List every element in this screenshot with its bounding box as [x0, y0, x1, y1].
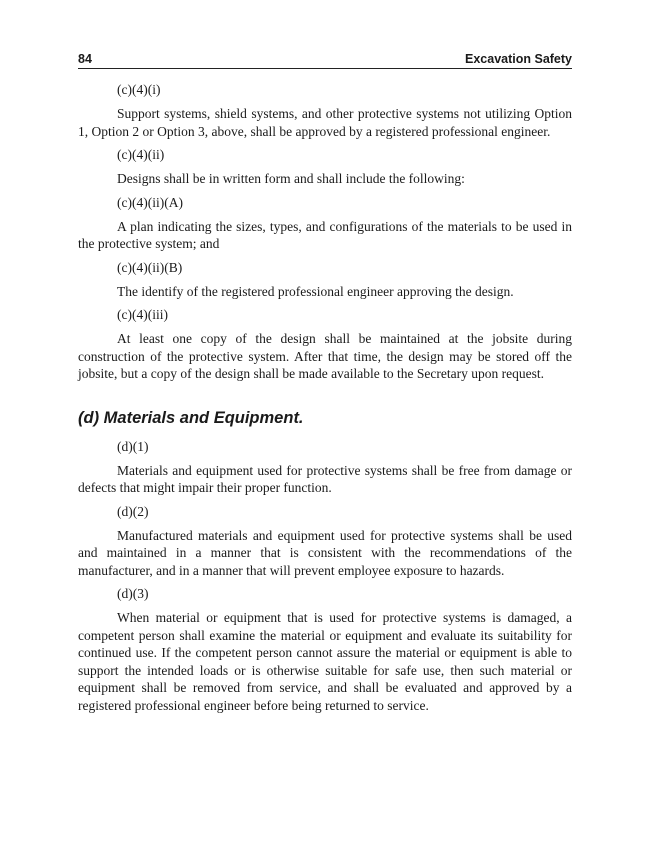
page-content [78, 69, 572, 714]
running-title: Excavation Safety [465, 52, 572, 66]
section-label-c4i: (c)(4)(i) [117, 82, 161, 97]
section-heading-d: (d) Materials and Equipment. [78, 408, 304, 427]
section-label-d1: (d)(1) [117, 438, 149, 454]
section-label-d2: (d)(2) [117, 503, 149, 519]
paragraph-c4ii: Designs shall be in written form and shall include the following: [117, 171, 465, 186]
page-number: 84 [78, 52, 92, 66]
section-label-d3: (d)(3) [117, 586, 149, 601]
paragraph-c4iii: At least one copy of the design shall be maintained at the jobsite during construction of the protective system. After that time, the design may be stored off the jobsite, but a copy of the design shall be made available to the Secretary upon request. [78, 331, 572, 381]
paragraph-c4iiB: The identify of the registered professional engineer approving the design. [117, 283, 514, 299]
running-header [78, 52, 572, 69]
paragraph-d1: Materials and equipment used for protective systems shall be free from damage or defects that might impair their proper function. [78, 462, 572, 495]
paragraph-d3: When material or equipment that is used for protective systems is damaged, a competent person shall examine the material or equipment and evaluate its suitability for continued use. If the competent person cannot assure the material or equipment is able to support the intended loads or is otherwise suitable for safe use, then such material or equipment shall be removed from service, and shall be evaluated and approved by a registered professional engineer before being returned to service. [78, 610, 572, 713]
section-label-c4iii: (c)(4)(iii) [117, 307, 168, 322]
section-label-c4ii: (c)(4)(ii) [117, 147, 165, 162]
section-label-c4iiA: (c)(4)(ii)(A) [117, 194, 183, 210]
paragraph-d2: Manufactured materials and equipment used for protective systems shall be used and maintained in a manner that is consistent with the recommendations of the manufacturer, and in a manner that will prevent employee exposure to hazards. [78, 527, 572, 578]
paragraph-c4i: Support systems, shield systems, and other protective systems not utilizing Option 1, Option 2 or Option 3, above, shall be approved by a registered professional engineer. [78, 106, 572, 139]
section-label-c4iiB: (c)(4)(ii)(B) [117, 259, 183, 275]
paragraph-c4iiA: A plan indicating the sizes, types, and configurations of the materials to be used in the protective system; and [78, 218, 572, 251]
